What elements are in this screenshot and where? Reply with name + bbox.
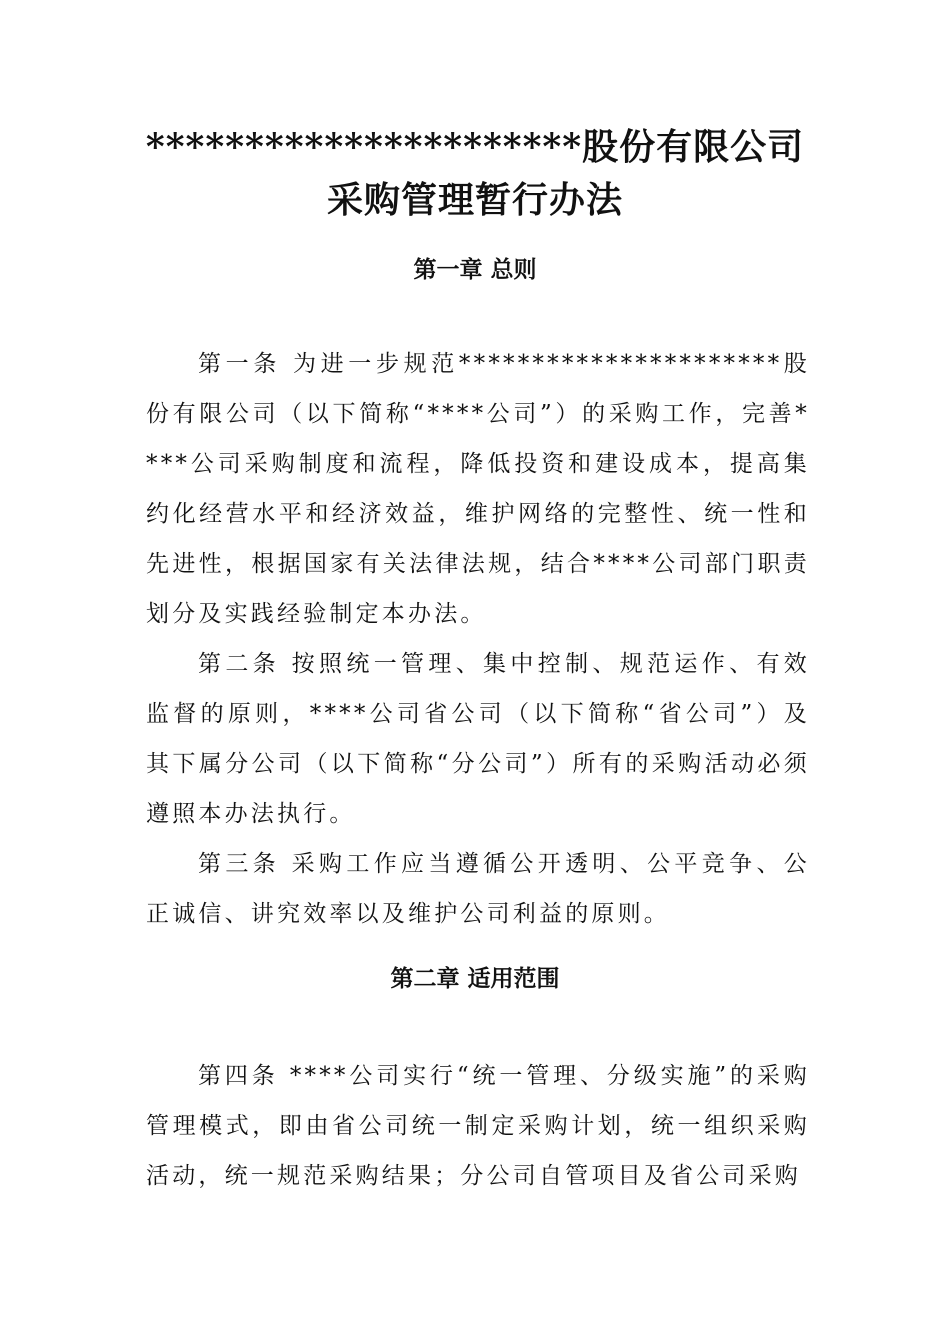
chapter-heading-general: 第一章 总则 [413,257,537,283]
article-1: 第一条 为进一步规范**********************股份有限公司（以下简称“****公司”）的采购工作，完善****公司采购制度和流程，降低投资和建设成本，提高集约化经营水平和经济效益，维护网络的完整性、统一性和先进性，根据国家有关法律法规，结合****公司部门职责划分及实践经验制定本办法。 [146,351,810,627]
chapter-heading-scope: 第二章 适用范围 [390,966,560,992]
article-4: 第四条 ****公司实行“统一管理、分级实施”的采购管理模式，即由省公司统一制定采购计划，统一组织采购活动，统一规范采购结果；分公司自管项目及省公司采购 [146,1063,810,1189]
article-2: 第二条 按照统一管理、集中控制、规范运作、有效监督的原则，****公司省公司（以下简称“省公司”）及其下属分公司（以下简称“分公司”）所有的采购活动必须遵照本办法执行。 [146,651,810,827]
document-title-company: **********************股份有限公司 [145,126,805,168]
article-3: 第三条 采购工作应当遵循公开透明、公平竞争、公正诚信、讲究效率以及维护公司利益的原则。 [146,851,810,927]
document-title-regulation: 采购管理暂行办法 [326,179,623,221]
